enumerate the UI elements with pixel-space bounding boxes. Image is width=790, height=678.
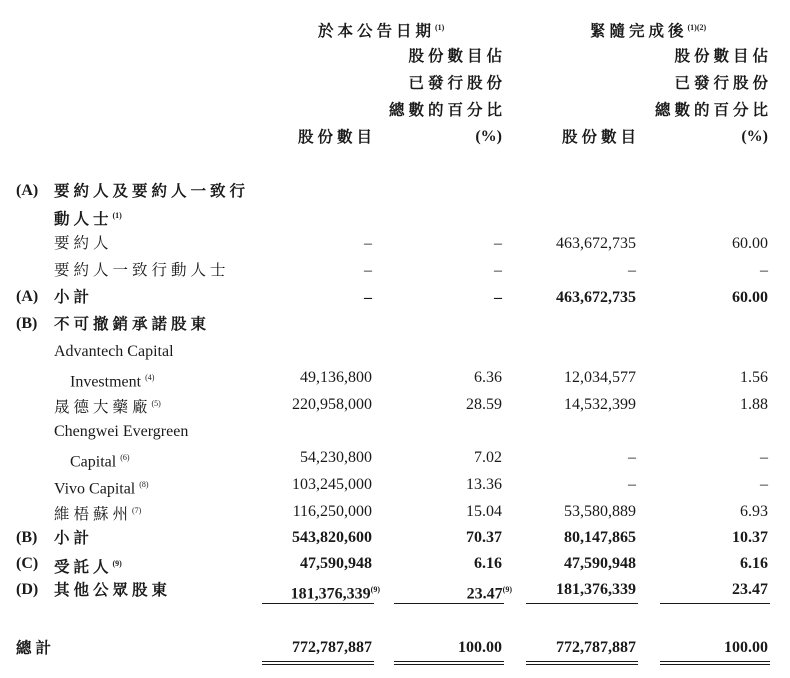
row-shengde-v3: 14,532,399	[564, 396, 636, 413]
row-d-v2: 23.47$^{(9)}$	[466, 585, 512, 603]
row-chengwei-name-2: Capital $^{(6)}$	[70, 453, 130, 471]
row-weiwu-v2: 15.04	[466, 503, 502, 520]
row-offeror-name: 要約人	[54, 234, 113, 252]
row-offeror-v3: 463,672,735	[556, 235, 636, 252]
row-c-v4: 6.16	[740, 555, 768, 572]
subtotal-b-v2: 70.37	[466, 529, 502, 546]
row-shengde-v1: 220,958,000	[292, 396, 372, 413]
row-c-label: (C)	[16, 555, 39, 572]
row-chengwei-v1: 54,230,800	[300, 449, 372, 466]
total-v2: 100.00	[458, 639, 502, 656]
row-chengwei-v4: –	[760, 449, 768, 466]
header-pct-line1-after: 股份數目佔	[674, 47, 772, 65]
row-d-v1: 181,376,339$^{(9)}$	[290, 585, 380, 603]
row-offeror-v2: –	[494, 235, 502, 252]
row-concert-v3: –	[628, 262, 636, 279]
row-advantech-v1: 49,136,800	[300, 369, 372, 386]
row-d-v3: 181,376,339	[556, 581, 636, 598]
row-weiwu-v4: 6.93	[740, 503, 768, 520]
header-pct-unit-current: (%)	[475, 128, 502, 145]
section-a-title-2: 動人士$^{(1)}$	[54, 210, 122, 229]
row-advantech-v3: 12,034,577	[564, 369, 636, 386]
row-c-v2: 6.16	[474, 555, 502, 572]
subtotal-b-v1: 543,820,600	[292, 529, 372, 546]
double-rule-total-1	[262, 661, 374, 665]
header-pct-line3-after: 總數的百分比	[654, 101, 772, 119]
row-concert-v4: –	[760, 262, 768, 279]
header-shares-current: 股份數目	[297, 128, 376, 146]
row-c-v1: 47,590,948	[300, 555, 372, 572]
subtotal-a-v2: –	[494, 289, 502, 306]
row-advantech-name-1: Advantech Capital	[54, 343, 174, 360]
row-chengwei-v2: 7.02	[474, 449, 502, 466]
row-c-v3: 47,590,948	[564, 555, 636, 572]
row-vivo-v3: –	[628, 476, 636, 493]
header-group-current: 於本公告日期$^{(1)}$	[318, 22, 445, 41]
row-concert-v1: –	[364, 262, 372, 279]
subtotal-b-v4: 10.37	[732, 529, 768, 546]
row-chengwei-v3: –	[628, 449, 636, 466]
row-c-name: 受託人$^{(9)}$	[54, 558, 122, 577]
total-name: 總計	[16, 639, 56, 657]
row-offeror-v1: –	[364, 235, 372, 252]
subtotal-a-label: (A)	[16, 288, 39, 305]
double-rule-total-4	[660, 661, 770, 665]
row-d-v4: 23.47	[732, 581, 768, 598]
section-b-label: (B)	[16, 315, 38, 332]
double-rule-total-3	[526, 661, 638, 665]
row-weiwu-v1: 116,250,000	[292, 503, 372, 520]
subtotal-a-name: 小計	[54, 288, 94, 306]
rule-above-total-1	[262, 603, 374, 604]
row-offeror-v4: 60.00	[732, 235, 768, 252]
total-v1: 772,787,887	[292, 639, 372, 656]
subtotal-b-label: (B)	[16, 529, 38, 546]
section-a-title-1: 要約人及要約人一致行	[54, 182, 250, 200]
row-advantech-v4: 1.56	[740, 369, 768, 386]
header-shares-after: 股份數目	[561, 128, 640, 146]
row-advantech-v2: 6.36	[474, 369, 502, 386]
total-v4: 100.00	[724, 639, 768, 656]
subtotal-b-name: 小計	[54, 529, 94, 547]
header-pct-line1-current: 股份數目佔	[408, 47, 506, 65]
rule-above-total-3	[526, 603, 638, 604]
double-rule-total-2	[394, 661, 504, 665]
section-a-label: (A)	[16, 182, 39, 199]
row-advantech-name-2: Investment $^{(4)}$	[70, 373, 155, 391]
subtotal-b-v3: 80,147,865	[564, 529, 636, 546]
rule-above-total-2	[394, 603, 504, 604]
row-vivo-name: Vivo Capital $^{(8)}$	[54, 480, 149, 498]
row-concert-name: 要約人一致行動人士	[54, 261, 230, 279]
row-vivo-v1: 103,245,000	[292, 476, 372, 493]
section-b-title: 不可撤銷承諾股東	[54, 315, 211, 333]
row-vivo-v2: 13.36	[466, 476, 502, 493]
header-pct-unit-after: (%)	[741, 128, 768, 145]
row-shengde-v2: 28.59	[466, 396, 502, 413]
row-shengde-v4: 1.88	[740, 396, 768, 413]
row-weiwu-name: 維梧蘇州$^{(7)}$	[54, 505, 142, 524]
header-pct-line2-current: 已發行股份	[408, 74, 506, 92]
total-v3: 772,787,887	[556, 639, 636, 656]
rule-above-total-4	[660, 603, 770, 604]
row-d-label: (D)	[16, 581, 39, 598]
subtotal-a-v3: 463,672,735	[556, 289, 636, 306]
row-chengwei-name-1: Chengwei Evergreen	[54, 423, 189, 440]
subtotal-a-v1: –	[364, 289, 372, 306]
row-concert-v2: –	[494, 262, 502, 279]
header-pct-line3-current: 總數的百分比	[388, 101, 506, 119]
subtotal-a-v4: 60.00	[732, 289, 768, 306]
row-d-name: 其他公眾股東	[54, 581, 172, 599]
row-shengde-name: 晟德大藥廠$^{(5)}$	[54, 398, 161, 417]
header-pct-line2-after: 已發行股份	[674, 74, 772, 92]
header-group-after: 緊隨完成後$^{(1)(2)}$	[590, 22, 707, 41]
row-vivo-v4: –	[760, 476, 768, 493]
row-weiwu-v3: 53,580,889	[564, 503, 636, 520]
